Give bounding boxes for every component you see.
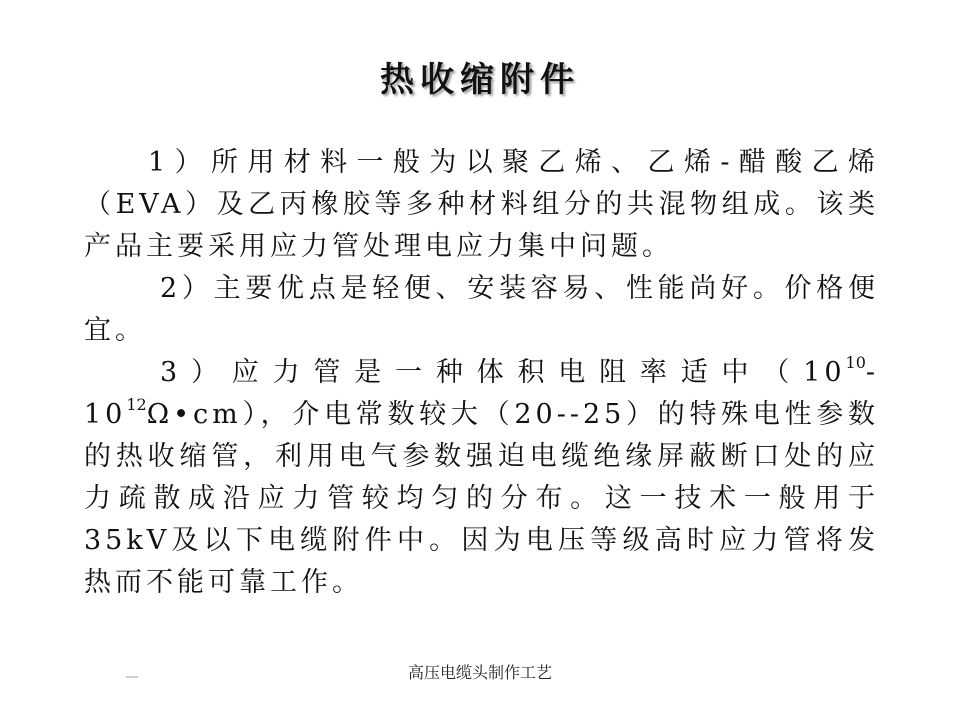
footer-text: 高压电缆头制作工艺 bbox=[407, 663, 552, 682]
paragraph-3-rest: Ω•cm），介电常数较大（20--25）的特殊电性参数的热收缩管，利用电气参数强迫电缆绝缘屏蔽断口处的应力疏散成沿应力管较均匀的分布。这一技术一般用于35kV及以下电缆附件中。因为电压等级高时应力管将发热而不能可靠工作。 bbox=[84, 399, 879, 598]
paragraph-3 bbox=[84, 352, 879, 604]
slide-body bbox=[84, 142, 879, 604]
slide-title: 热收缩附件 bbox=[380, 60, 580, 100]
paragraph-2: 2）主要优点是轻便、安装容易、性能尚好。价格便宜。 bbox=[84, 273, 879, 346]
resistivity-dash: - bbox=[865, 357, 879, 388]
paragraph-1: 1）所用材料一般为以聚乙烯、乙烯-醋酸乙烯（EVA）及乙丙橡胶等多种材料组分的共混物组成。该类产品主要采用应力管处理电应力集中问题。 bbox=[84, 147, 879, 262]
resistivity-exponent-1: 10 bbox=[845, 353, 866, 372]
resistivity-base-1: 10 bbox=[803, 357, 846, 388]
resistivity-base-2: 10 bbox=[84, 399, 127, 430]
resistivity-exponent-2: 12 bbox=[126, 395, 147, 414]
paragraph-3-lead: 3）应力管是一种体积电阻率适中（ bbox=[160, 357, 804, 388]
